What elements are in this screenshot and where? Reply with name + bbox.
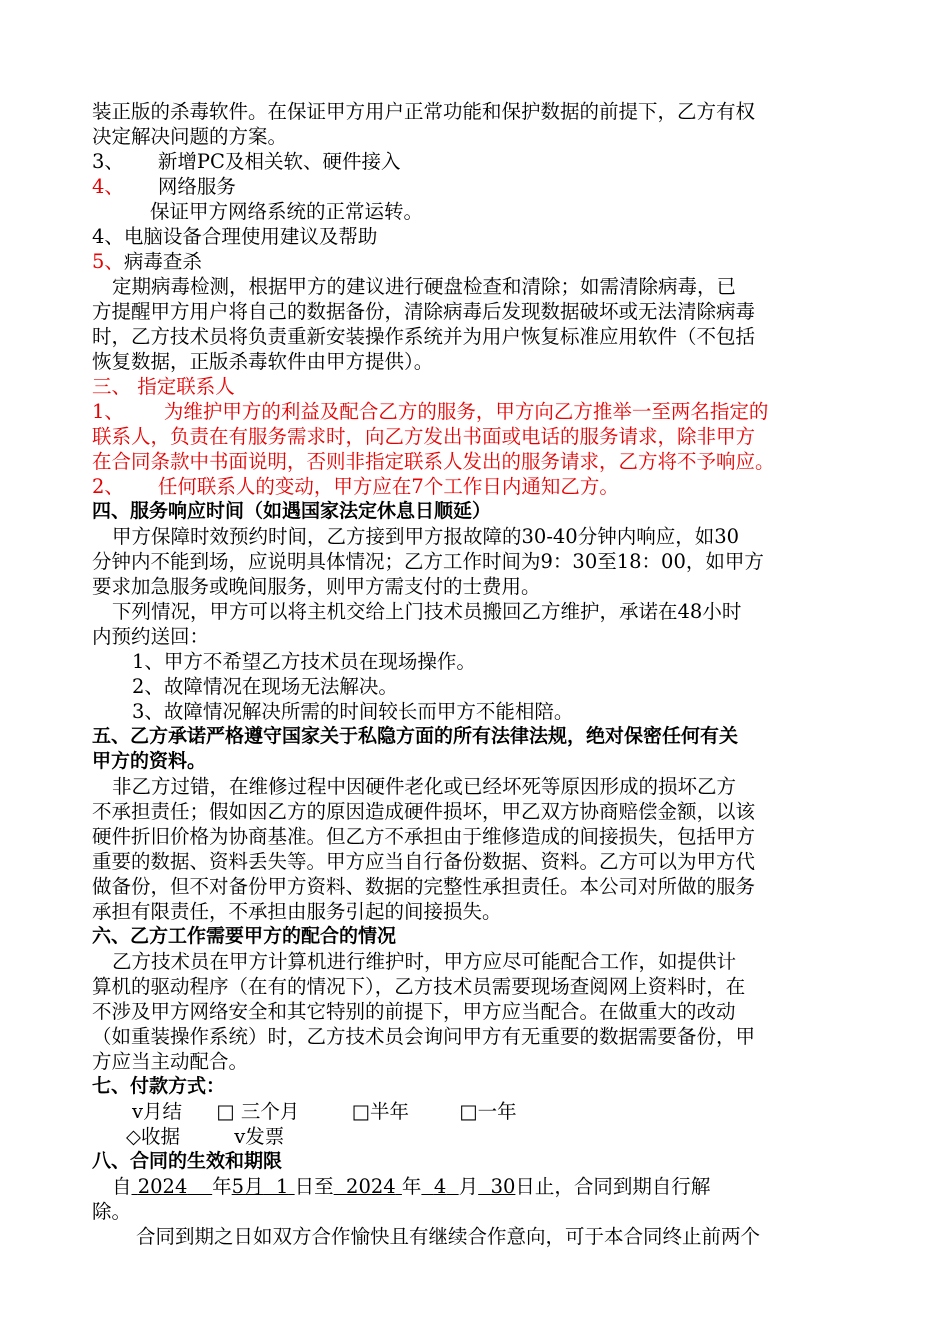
- text-line: 算机的驱动程序（在有的情况下），乙方技术员需要现场查阅网上资料时，在: [92, 975, 746, 998]
- payment-option-quarterly[interactable]: □ 三个月: [216, 1100, 300, 1123]
- text-line: 除。: [92, 1200, 132, 1223]
- text-line: 硬件折旧价格为协商基准。但乙方不承担由于维修造成的间接损失，包括甲方: [92, 825, 756, 848]
- text-line: 内预约送回：: [92, 625, 210, 648]
- list-item: [92, 249, 862, 274]
- list-item: [92, 149, 862, 174]
- text-line: 乙方技术员在甲方计算机进行维护时，甲方应尽可能配合工作，如提供计: [112, 950, 737, 973]
- list-number: 4、: [92, 175, 124, 198]
- text-line: 甲方保障时效预约时间，乙方接到甲方报故障的30-40分钟内响应，如30: [112, 525, 740, 548]
- start-day-field: 1: [276, 1175, 289, 1198]
- section-heading-payment: 七、付款方式：: [92, 1075, 226, 1097]
- list-item: [92, 474, 862, 499]
- end-month-field: 4: [433, 1175, 447, 1198]
- section-heading-term: 八、合同的生效和期限: [92, 1150, 283, 1172]
- list-number: 1、: [92, 400, 124, 423]
- text-line: 方提醒甲方用户将自己的数据备份，清除病毒后发现数据破坏或无法清除病毒: [92, 300, 756, 323]
- text-line: 要求加急服务或晚间服务，则甲方需支付的士费用。: [92, 575, 541, 598]
- payment-option-yearly[interactable]: □一年: [459, 1100, 517, 1123]
- section-heading-contact: 三、 指定联系人: [92, 375, 235, 398]
- list-text: 新增PC及相关软、硬件接入: [157, 150, 401, 173]
- list-text: 为维护甲方的利益及配合乙方的服务，甲方向乙方推举一至两名指定的: [163, 400, 769, 423]
- text-line: 在合同条款中书面说明，否则非指定联系人发出的服务请求，乙方将不予响应。: [92, 450, 775, 473]
- section-heading-privacy: 五、乙方承诺严格遵守国家关于私隐方面的所有法律法规，绝对保密任何有关: [92, 725, 739, 747]
- list-item: 2、故障情况在现场无法解决。: [132, 675, 398, 698]
- list-text: 任何联系人的变动，甲方应在7个工作日内通知乙方。: [157, 475, 619, 498]
- list-item: 4、电脑设备合理使用建议及帮助: [92, 225, 378, 248]
- text-line: 不涉及甲方网络安全和其它特别的前提下，甲方应当配合。在做重大的改动: [92, 1000, 736, 1023]
- text-line: 时，乙方技术员将负责重新安装操作系统并为用户恢复标准应用软件（不包括: [92, 325, 756, 348]
- text-line: 不承担责任；假如因乙方的原因造成硬件损坏，甲乙双方协商赔偿金额，以该: [92, 800, 756, 823]
- section-heading-privacy-cont: 甲方的资料。: [92, 750, 207, 772]
- section-heading-response: 四、服务响应时间（如遇国家法定休息日顺延）: [92, 500, 492, 522]
- start-year-field: 2024: [137, 1175, 188, 1198]
- payment-options-row: [132, 1099, 902, 1124]
- payment-option-monthly[interactable]: v月结: [132, 1100, 183, 1123]
- text-line: 做备份，但不对备份甲方资料、数据的完整性承担责任。本公司对所做的服务: [92, 875, 756, 898]
- list-text: 病毒查杀: [123, 250, 202, 273]
- list-item: 1、甲方不希望乙方技术员在现场操作。: [132, 650, 476, 673]
- text-line: 恢复数据，正版杀毒软件由甲方提供）。: [92, 350, 434, 373]
- list-item: [92, 399, 862, 424]
- text-line: 联系人，负责在有服务需求时，向乙方发出书面或电话的服务请求，除非甲方: [92, 425, 756, 448]
- text-line: 重要的数据、资料丢失等。甲方应当自行备份数据、资料。乙方可以为甲方代: [92, 850, 756, 873]
- receipt-option[interactable]: ◇收据: [126, 1125, 180, 1148]
- text-line: 分钟内不能到场，应说明具体情况；乙方工作时间为9：30至18：00，如甲方: [92, 550, 764, 573]
- receipt-options-row: [126, 1124, 896, 1149]
- text-line: 合同到期之日如双方合作愉快且有继续合作意向，可于本合同终止前两个: [136, 1225, 761, 1248]
- text-line: 决定解决问题的方案。: [92, 125, 288, 148]
- text-line: 装正版的杀毒软件。在保证甲方用户正常功能和保护数据的前提下，乙方有权: [92, 100, 756, 123]
- text-line: 定期病毒检测，根据甲方的建议进行硬盘检查和清除；如需清除病毒，已: [112, 275, 737, 298]
- list-item: 3、故障情况解决所需的时间较长而甲方不能相陪。: [132, 700, 574, 723]
- end-year-field: 2024: [346, 1175, 396, 1198]
- text-line: 保证甲方网络系统的正常运转。: [150, 200, 424, 223]
- text-line: 下列情况，甲方可以将主机交给上门技术员搬回乙方维护，承诺在48小时: [112, 600, 742, 623]
- list-number: 3、: [92, 150, 124, 173]
- text-line: （如重装操作系统）时，乙方技术员会询问甲方有无重要的数据需要备份，甲: [92, 1025, 756, 1048]
- start-month-field: 5月: [231, 1175, 264, 1198]
- text-line: 承担有限责任，不承担由服务引起的间接损失。: [92, 900, 502, 923]
- list-number: 5、: [92, 250, 124, 273]
- invoice-option[interactable]: v发票: [234, 1125, 285, 1148]
- text-line: 非乙方过错，在维修过程中因硬件老化或已经坏死等原因形成的损坏乙方: [112, 775, 737, 798]
- list-number: 2、: [92, 475, 124, 498]
- section-heading-cooperation: 六、乙方工作需要甲方的配合的情况: [92, 925, 397, 947]
- term-line: 自 2024 年5月 1 日至 2024 年 4 月 30日止，合同到期自行解: [112, 1175, 711, 1198]
- end-day-field: 30: [490, 1175, 516, 1198]
- list-item: [92, 174, 862, 199]
- text-line: 方应当主动配合。: [92, 1050, 249, 1073]
- payment-option-halfyear[interactable]: □半年: [351, 1100, 409, 1123]
- list-text: 网络服务: [157, 175, 236, 198]
